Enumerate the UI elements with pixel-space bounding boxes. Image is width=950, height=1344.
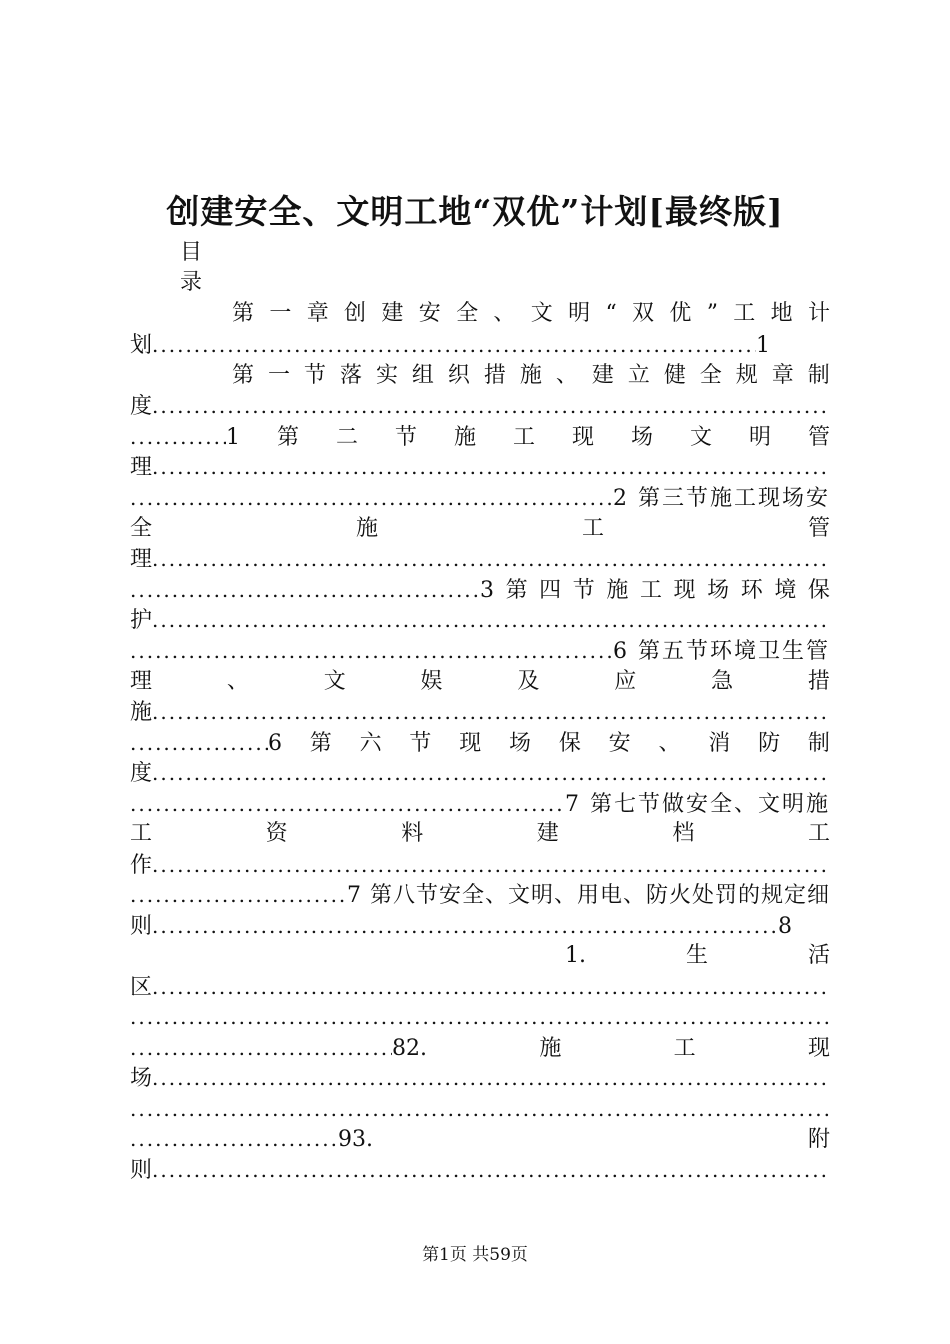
leader-dots xyxy=(152,1155,830,1185)
page-number: 82. xyxy=(392,1036,427,1061)
toc-line-section8-leader[interactable]: 则 ..... 8 xyxy=(130,911,792,941)
toc-line-sub2-page-sub3[interactable]: ..... 93. 附 xyxy=(130,1124,830,1154)
toc-line-leader-continuation xyxy=(130,1094,830,1124)
toc-line-section4-page-section5[interactable]: ..... 6 第五节环境卫生管 xyxy=(130,636,830,666)
toc-line-section3-page-section4[interactable]: ..... 3 第 四 节 施 工 现 场 环 境 保 xyxy=(130,575,830,605)
toc-line-section3-title[interactable]: 全 施 工 管 xyxy=(130,516,830,541)
leader-dots xyxy=(130,575,480,605)
leader-dots xyxy=(152,1063,830,1093)
toc-line-chapter1-title[interactable]: 第 一 章 创 建 安 全 、 文 明 “ 双 优 ” 工 地 计 xyxy=(232,301,830,326)
leader-dots xyxy=(152,758,830,788)
leader-dots xyxy=(152,330,756,360)
toc-line-section1-page-section2[interactable]: ..... 1 第 二 节 施 工 现 场 文 明 管 xyxy=(130,422,830,452)
leader-dots xyxy=(152,911,778,941)
leader-dots xyxy=(152,452,830,482)
page-number: 3 xyxy=(480,578,494,603)
leader-dots xyxy=(152,850,830,880)
toc-label-char-2: 录 xyxy=(180,270,203,295)
toc-line-sub1-page-sub2[interactable]: ..... 82. 施 工 现 xyxy=(130,1033,830,1063)
leader-dots xyxy=(152,697,830,727)
leader-dots xyxy=(130,483,613,513)
leader-dots xyxy=(152,605,830,635)
page-number: 1 xyxy=(756,333,770,358)
toc-line-section1-title[interactable]: 第 一 节 落 实 组 织 措 施 、 建 立 健 全 规 章 制 xyxy=(232,363,830,388)
toc-line-section4-leader[interactable]: 护 ..... xyxy=(130,605,830,635)
toc-line-section6-leader[interactable]: 度 ..... xyxy=(130,758,830,788)
toc-line-section6-page-section7[interactable]: ..... 7 第七节做安全、文明施 xyxy=(130,789,830,819)
leader-dots xyxy=(130,880,347,910)
toc-line-section7-title[interactable]: 工 资 料 建 档 工 xyxy=(130,821,830,846)
leader-dots xyxy=(130,789,565,819)
toc-line-section2-page-section3[interactable]: ..... 2 第三节施工现场安 xyxy=(130,483,830,513)
leader-dots xyxy=(130,1033,392,1063)
leader-dots xyxy=(130,1124,338,1154)
page-number: 93. xyxy=(338,1127,373,1152)
page-number: 6 xyxy=(268,731,282,756)
toc-label-char-1: 目 xyxy=(180,240,203,265)
page-footer: 第1页 共59页 xyxy=(422,1245,528,1265)
leader-dots xyxy=(130,422,226,452)
toc-line-section7-leader[interactable]: 作 ..... xyxy=(130,850,830,880)
toc-line-sub1-leader[interactable]: 区 ..... xyxy=(130,972,830,1002)
toc-line-sub3-leader[interactable]: 则 ..... xyxy=(130,1155,830,1185)
toc-line-sub2-leader[interactable]: 场 ..... xyxy=(130,1063,830,1093)
toc-line-sub1-title[interactable]: 1. 生 活 xyxy=(565,943,830,968)
toc-line-chapter1-leader[interactable]: 划 ..... 1 xyxy=(130,330,770,360)
toc-line-section5-title[interactable]: 理 、 文 娱 及 应 急 措 xyxy=(130,669,830,694)
page-number: 1 xyxy=(226,425,240,450)
toc-line-section3-leader[interactable]: 理 ..... xyxy=(130,544,830,574)
leader-dots xyxy=(152,544,830,574)
toc-line-section1-leader[interactable]: 度 ..... xyxy=(130,391,830,421)
toc-line-leader-continuation xyxy=(130,1002,830,1032)
leader-dots xyxy=(152,972,830,1002)
toc-line-section7-page-section8[interactable]: ..... 7 第八节安全、文明、用电、防火处罚的规定细 xyxy=(130,880,830,910)
page-number: 8 xyxy=(778,914,792,939)
toc-line-section2-leader[interactable]: 理 ..... xyxy=(130,452,830,482)
leader-dots xyxy=(130,636,613,666)
toc-line-section5-leader[interactable]: 施 ..... xyxy=(130,697,830,727)
leader-dots xyxy=(130,728,268,758)
leader-dots xyxy=(152,391,830,421)
toc-line-section5-page-section6[interactable]: ..... 6 第 六 节 现 场 保 安 、 消 防 制 xyxy=(130,728,830,758)
document-title: 创建安全、文明工地“双优”计划[最终版] xyxy=(166,192,784,231)
